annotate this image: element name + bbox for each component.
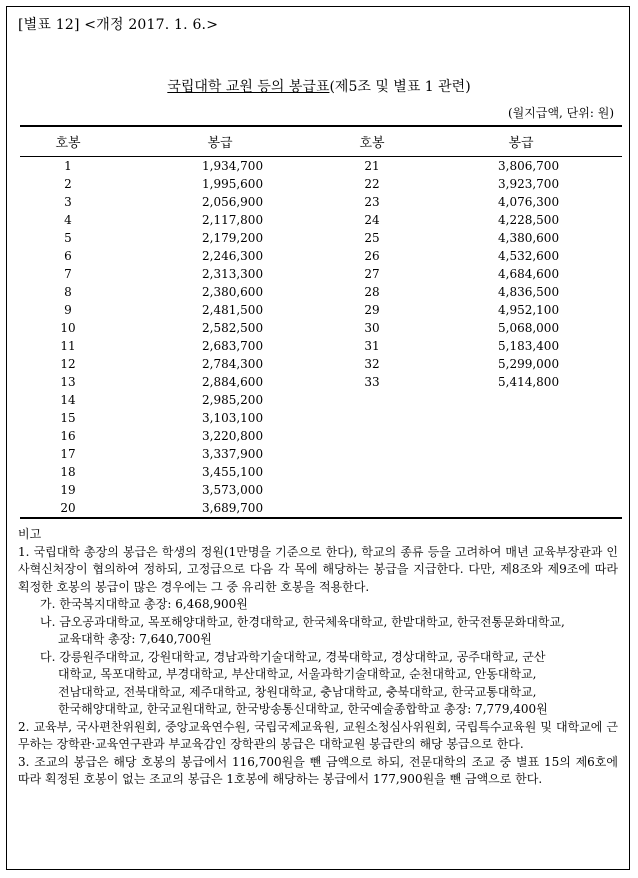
note-1-da xyxy=(18,649,618,719)
salary-cell: 2,056,900 xyxy=(202,195,264,209)
unit-note: (월지급액, 단위: 원) xyxy=(508,106,614,120)
table-row xyxy=(20,157,622,176)
table-row xyxy=(20,247,622,265)
grade-cell: 27 xyxy=(364,267,380,281)
table-row xyxy=(20,481,622,499)
salary-cell: 3,689,700 xyxy=(116,499,324,518)
salary-cell: 1,934,700 xyxy=(202,159,264,173)
salary-cell xyxy=(420,499,622,518)
salary-cell: 2,179,200 xyxy=(202,231,264,245)
grade-cell: 4 xyxy=(64,213,72,227)
salary-cell: 2,481,500 xyxy=(202,303,264,317)
salary-cell: 4,836,500 xyxy=(498,285,560,299)
col-header-salary-left: 봉급 xyxy=(116,126,324,157)
grade-cell: 7 xyxy=(64,267,72,281)
salary-cell: 4,228,500 xyxy=(498,213,560,227)
grade-cell xyxy=(324,445,420,463)
table-row xyxy=(20,211,622,229)
col-header-grade-right: 호봉 xyxy=(324,126,420,157)
grade-cell: 5 xyxy=(64,231,72,245)
grade-cell: 16 xyxy=(60,429,76,443)
table-row xyxy=(20,391,622,409)
salary-cell: 3,220,800 xyxy=(202,429,264,443)
salary-cell: 5,414,800 xyxy=(498,375,560,389)
notes-heading: 비고 xyxy=(18,527,42,541)
salary-cell xyxy=(420,427,622,445)
grade-cell: 11 xyxy=(60,339,76,353)
salary-cell: 1,995,600 xyxy=(202,177,264,191)
salary-cell xyxy=(420,391,622,409)
salary-cell: 2,313,300 xyxy=(202,267,264,281)
table-row xyxy=(20,175,622,193)
salary-cell: 2,683,700 xyxy=(202,339,264,353)
salary-cell: 4,076,300 xyxy=(498,195,560,209)
table-row xyxy=(20,355,622,373)
grade-cell: 3 xyxy=(64,195,72,209)
table-row xyxy=(20,337,622,355)
table-row xyxy=(20,499,622,518)
salary-cell: 3,573,000 xyxy=(202,483,264,497)
salary-cell: 2,117,800 xyxy=(202,213,264,227)
grade-cell: 19 xyxy=(60,483,76,497)
salary-cell: 2,582,500 xyxy=(202,321,264,335)
col-header-salary-right: 봉급 xyxy=(420,126,622,157)
table-row xyxy=(20,409,622,427)
table-row xyxy=(20,319,622,337)
grade-cell xyxy=(324,427,420,445)
notes-section xyxy=(18,526,618,789)
grade-cell: 20 xyxy=(20,499,116,518)
grade-cell: 12 xyxy=(60,357,76,371)
salary-table xyxy=(20,125,622,519)
grade-cell: 30 xyxy=(364,321,380,335)
grade-cell: 24 xyxy=(364,213,380,227)
salary-cell: 3,923,700 xyxy=(498,177,560,191)
table-row xyxy=(20,445,622,463)
grade-cell: 17 xyxy=(60,447,76,461)
note-1-da-line4: 한국해양대학교, 한국교원대학교, 한국방송통신대학교, 한국예술종합학교 총장: 7,779,400원 xyxy=(58,702,548,716)
grade-cell: 10 xyxy=(60,321,76,335)
salary-cell: 5,183,400 xyxy=(498,339,560,353)
grade-cell: 9 xyxy=(64,303,72,317)
grade-cell: 1 xyxy=(64,159,72,173)
grade-cell: 28 xyxy=(364,285,380,299)
table-row xyxy=(20,283,622,301)
salary-cell: 3,337,900 xyxy=(202,447,264,461)
salary-cell: 2,784,300 xyxy=(202,357,264,371)
table-header-row xyxy=(20,126,622,157)
grade-cell: 14 xyxy=(60,393,76,407)
grade-cell: 6 xyxy=(64,249,72,263)
grade-cell: 13 xyxy=(60,375,76,389)
salary-cell xyxy=(420,445,622,463)
annex-header: [별표 12] <개정 2017. 1. 6.> xyxy=(18,17,219,33)
note-1-na-line1: 나. 금오공과대학교, 목포해양대학교, 한경대학교, 한국체육대학교, 한밭대학교, 한국전통문화대학교, xyxy=(40,614,565,629)
salary-cell: 5,299,000 xyxy=(498,357,560,371)
title-suffix: (제5조 및 별표 1 관련) xyxy=(329,79,471,95)
grade-cell: 21 xyxy=(364,159,380,173)
salary-cell: 3,455,100 xyxy=(202,465,264,479)
note-1-ga: 가. 한국복지대학교 총장: 6,468,900원 xyxy=(40,597,248,611)
salary-cell: 3,806,700 xyxy=(498,159,560,173)
grade-cell: 22 xyxy=(364,177,380,191)
grade-cell: 26 xyxy=(364,249,380,263)
salary-cell: 5,068,000 xyxy=(498,321,560,335)
table-row xyxy=(20,229,622,247)
note-1: 1. 국립대학 총장의 봉급은 학생의 정원(1만명을 기준으로 한다), 학교의 종류 등을 고려하여 매년 교육부장관과 인사혁신처장이 협의하여 정하되, 고정급으로 다음 각 목에 해당하는 봉급을 지급한다. 다만, 제8조와 제9조에 따라 획정한 호봉의 봉급이 많은 경우에는 그 중 유리한 호봉을 적용한다. xyxy=(18,544,618,594)
grade-cell: 2 xyxy=(64,177,72,191)
col-header-grade-left: 호봉 xyxy=(20,126,116,157)
salary-cell: 4,380,600 xyxy=(498,231,560,245)
table-row xyxy=(20,427,622,445)
grade-cell: 23 xyxy=(364,195,380,209)
grade-cell: 33 xyxy=(364,375,380,389)
grade-cell: 29 xyxy=(364,303,380,317)
salary-cell xyxy=(420,481,622,499)
table-row xyxy=(20,463,622,481)
note-1-na xyxy=(18,614,618,649)
grade-cell: 31 xyxy=(364,339,380,353)
note-1-na-line2: 교육대학 총장: 7,640,700원 xyxy=(58,632,212,646)
table-row xyxy=(20,193,622,211)
grade-cell xyxy=(324,499,420,518)
salary-cell: 4,952,100 xyxy=(498,303,560,317)
salary-cell: 4,532,600 xyxy=(498,249,560,263)
salary-cell: 2,246,300 xyxy=(202,249,264,263)
grade-cell: 32 xyxy=(364,357,380,371)
table-row xyxy=(20,301,622,319)
title-main: 국립대학 교원 등의 봉급표 xyxy=(167,79,330,95)
grade-cell: 25 xyxy=(364,231,380,245)
grade-cell xyxy=(324,463,420,481)
salary-cell: 4,684,600 xyxy=(498,267,560,281)
grade-cell xyxy=(324,481,420,499)
grade-cell: 8 xyxy=(64,285,72,299)
grade-cell xyxy=(324,391,420,409)
table-body xyxy=(20,157,622,519)
grade-cell xyxy=(324,409,420,427)
salary-cell xyxy=(420,463,622,481)
table-row xyxy=(20,373,622,391)
salary-cell: 3,103,100 xyxy=(202,411,264,425)
salary-cell xyxy=(420,409,622,427)
document-title xyxy=(0,76,638,96)
note-2: 2. 교육부, 국사편찬위원회, 중앙교육연수원, 국립국제교육원, 교원소청심사위원회, 국립특수교육원 및 대학교에 근무하는 장학관·교육연구관과 부교육감인 장학관의 봉급은 대학교원 봉급란의 해당 봉급으로 한다. xyxy=(18,719,618,751)
note-1-da-line3: 전남대학교, 전북대학교, 제주대학교, 창원대학교, 충남대학교, 충북대학교, 한국교통대학교, xyxy=(58,684,537,699)
grade-cell: 15 xyxy=(60,411,76,425)
salary-cell: 2,985,200 xyxy=(202,393,264,407)
note-1-da-line2: 대학교, 목포대학교, 부경대학교, 부산대학교, 서울과학기술대학교, 순천대학교, 안동대학교, xyxy=(58,667,537,681)
grade-cell: 18 xyxy=(60,465,76,479)
note-1-da-line1: 다. 강릉원주대학교, 강원대학교, 경남과학기술대학교, 경북대학교, 경상대학교, 공주대학교, 군산 xyxy=(40,649,546,664)
table-row xyxy=(20,265,622,283)
salary-cell: 2,380,600 xyxy=(202,285,264,299)
salary-cell: 2,884,600 xyxy=(202,375,264,389)
note-3: 3. 조교의 봉급은 해당 호봉의 봉급에서 116,700원을 뺀 금액으로 하되, 전문대학의 조교 중 별표 15의 제6호에 따라 획정된 호봉이 없는 조교의 봉급은 1호봉에 해당하는 봉급에서 177,900원을 뺀 금액으로 한다. xyxy=(18,754,618,786)
